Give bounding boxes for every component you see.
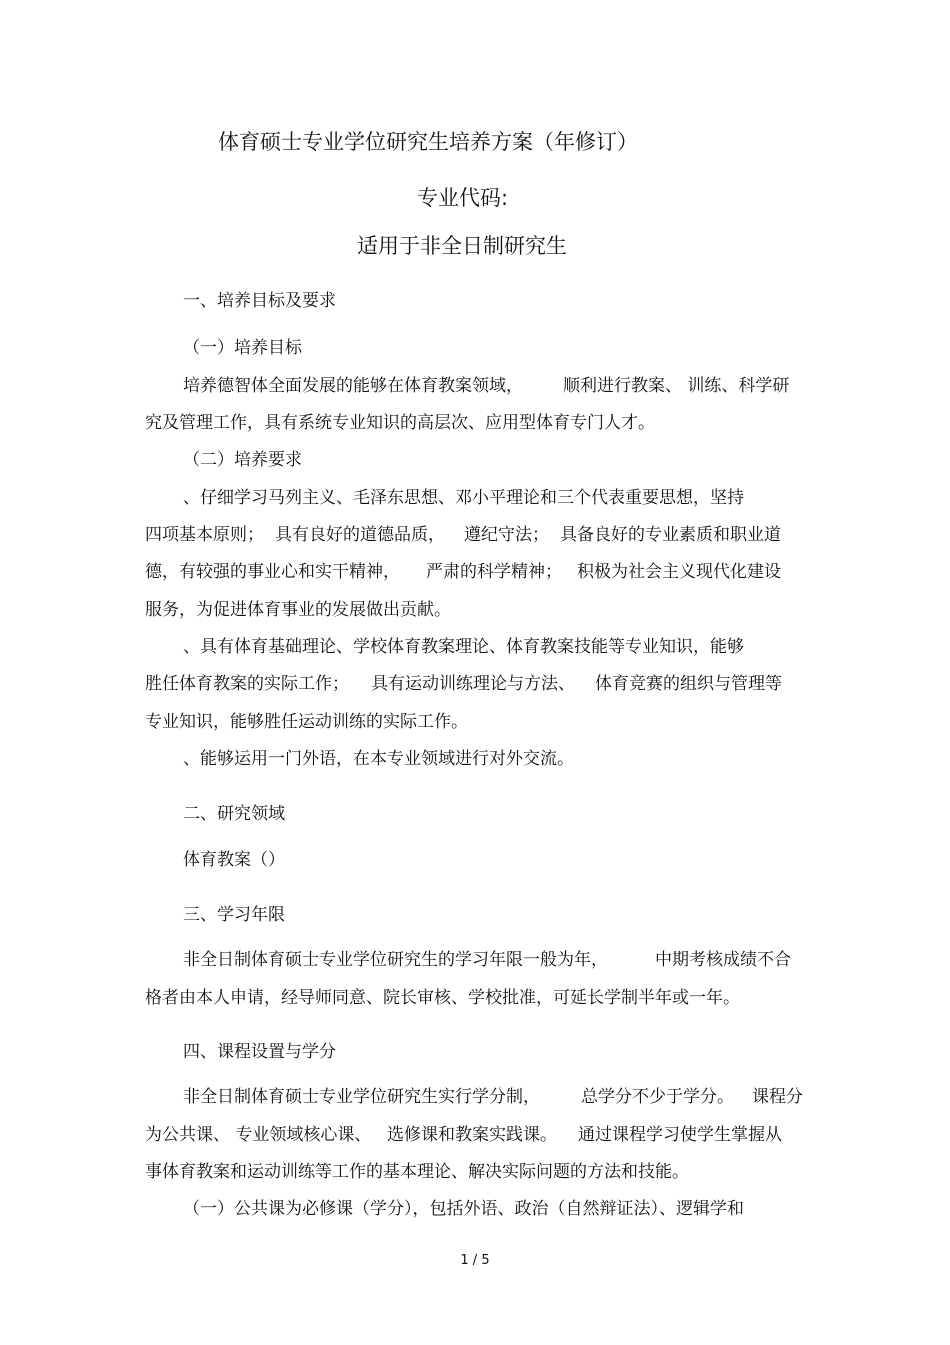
paragraph-line: 胜任体育教案的实际工作；: [145, 674, 349, 694]
subsection-heading-1-1: （一）培养目标: [183, 338, 302, 358]
paragraph-line: 、能够运用一门外语，在本专业领域进行对外交流。: [183, 749, 574, 769]
paragraph-line: 总学分不少于学分。: [581, 1087, 734, 1107]
paragraph-line: 专业知识，能够胜任运动训练的实际工作。: [145, 712, 468, 732]
document-title: 体育硕士专业学位研究生培养方案（年修订）: [218, 130, 638, 154]
paragraph-line: 积极为社会主义现代化建设: [577, 562, 781, 582]
paragraph-line: 、仔细学习马列主义、毛泽东思想、邓小平理论和三个代表重要思想，坚持: [183, 488, 744, 508]
paragraph-line: 德，有较强的事业心和实干精神，: [145, 562, 400, 582]
subsection-heading-1-2: （二）培养要求: [183, 450, 302, 470]
specialty-code-label: 专业代码:: [417, 186, 509, 210]
paragraph-line: 四项基本原则；: [145, 525, 264, 545]
applicability-note: 适用于非全日制研究生: [357, 234, 567, 258]
section-heading-1: 一、培养目标及要求: [183, 291, 336, 311]
page-number: 1 / 5: [460, 1253, 490, 1268]
paragraph-line: 非全日制体育硕士专业学位研究生的学习年限一般为年，: [183, 950, 608, 970]
paragraph-line: 培养德智体全面发展的能够在体育教案领域，: [183, 376, 523, 396]
paragraph-line: 事体育教案和运动训练等工作的基本理论、解决实际问题的方法和技能。: [145, 1162, 689, 1182]
paragraph-line: 课程分: [752, 1087, 803, 1107]
paragraph-line: 选修课和教案实践课。: [387, 1125, 557, 1145]
paragraph-line: 、具有体育基础理论、学校体育教案理论、体育教案技能等专业知识，能够: [183, 637, 744, 657]
paragraph-line: 非全日制体育硕士专业学位研究生实行学分制，: [183, 1087, 540, 1107]
paragraph-line: 具有运动训练理论与方法、: [371, 674, 575, 694]
paragraph-line: 为公共课、 专业领域核心课、: [145, 1125, 372, 1145]
paragraph-line: 格者由本人申请，经导师同意、院长审核、学校批准，可延长学制半年或一年。: [145, 988, 740, 1008]
paragraph-line: 服务，为促进体育事业的发展做出贡献。: [145, 600, 451, 620]
paragraph-line: 体育教案（）: [183, 850, 285, 870]
paragraph-line: （一）公共课为必修课（学分），包括外语、政治（自然辩证法）、逻辑学和: [183, 1199, 744, 1219]
paragraph-line: 具备良好的专业素质和职业道: [560, 525, 781, 545]
paragraph-line: 中期考核成绩不合: [655, 950, 791, 970]
section-heading-2: 二、研究领域: [183, 804, 285, 824]
paragraph-line: 具有良好的道德品质，: [275, 525, 445, 545]
section-heading-4: 四、课程设置与学分: [183, 1042, 336, 1062]
paragraph-line: 严肃的科学精神；: [426, 562, 562, 582]
paragraph-line: 体育竞赛的组织与管理等: [595, 674, 782, 694]
section-heading-3: 三、学习年限: [183, 905, 285, 925]
paragraph-line: 顺利进行教案、 训练、科学研: [563, 376, 790, 396]
paragraph-line: 通过课程学习使学生掌握从: [578, 1125, 782, 1145]
paragraph-line: 究及管理工作，具有系统专业知识的高层次、应用型体育专门人才。: [145, 413, 655, 433]
paragraph-line: 遵纪守法；: [464, 525, 549, 545]
